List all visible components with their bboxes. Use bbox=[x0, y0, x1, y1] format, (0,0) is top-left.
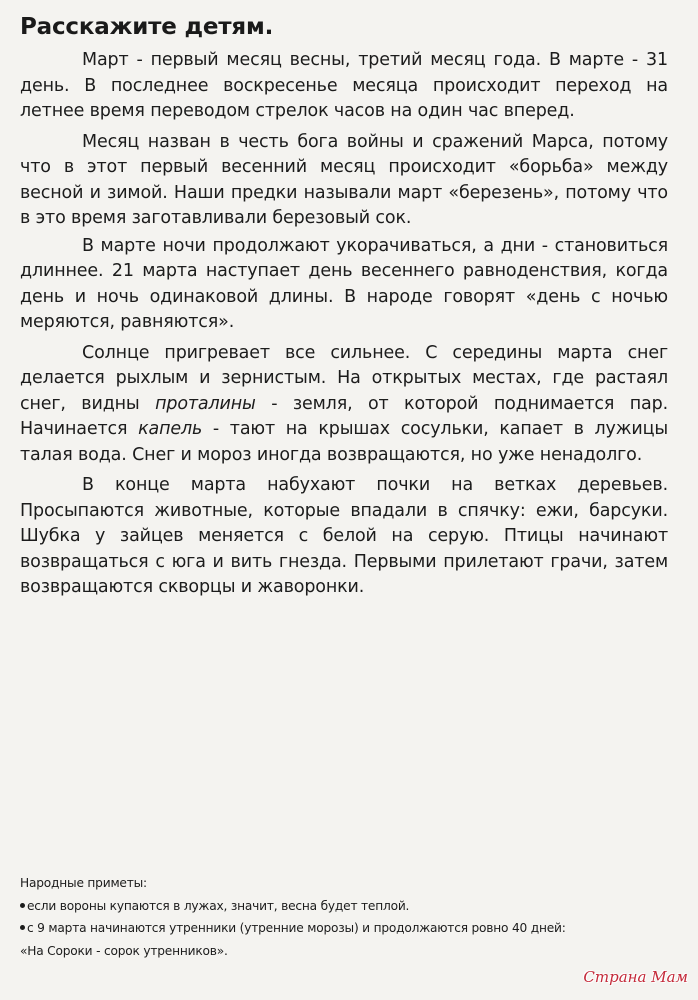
paragraph-text: Солнце пригревает все сильнее. С середины марта снег делается рыхлым и зернистым. На открытых местах, где растаял снег, видны bbox=[20, 342, 668, 414]
paragraph bbox=[20, 234, 668, 336]
italic-term: капель bbox=[138, 419, 203, 439]
story-text bbox=[20, 48, 668, 606]
paragraph-text: - тают на крышах сосульки, капает в лужицы талая вода. Снег и мороз иногда возвращаются, но уже ненадолго. bbox=[20, 419, 668, 465]
notes-item: с 9 марта начинаются утренники (утренние морозы) и продолжаются ровно 40 дней: bbox=[20, 917, 680, 940]
paragraph-text: В марте ночи продолжают укорачиваться, а дни - становиться длиннее. 21 марта наступает день весеннего равноденствия, когда день и ночь одинаковой длины. В народе говорят «день с ночью меряются, равняются». bbox=[20, 235, 668, 332]
notes-item: если вороны купаются в лужах, значит, весна будет теплой. bbox=[20, 895, 680, 918]
italic-term: проталины bbox=[155, 393, 256, 414]
folk-signs-notes bbox=[20, 872, 680, 962]
paragraph bbox=[20, 473, 668, 601]
notes-continuation: «На Сороки - сорок утренников». bbox=[20, 943, 228, 958]
paragraph bbox=[20, 341, 668, 469]
page-title: Расскажите детям. bbox=[20, 14, 274, 40]
bullet-icon bbox=[20, 903, 25, 908]
paragraph bbox=[20, 130, 668, 232]
bullet-icon bbox=[20, 925, 25, 930]
paragraph bbox=[20, 48, 668, 125]
paragraph-text: - земля, от которой поднимается пар. Начинается bbox=[20, 393, 668, 439]
watermark-logo: Страна Мам bbox=[583, 968, 688, 986]
paragraph-text: Месяц назван в честь бога войны и сражений Марса, потому что в этот первый весенний месяц происходит «борьба» между весной и зимой. Наши предки называли март «березень», потому что в это время заготавливали березовый сок. bbox=[20, 131, 668, 228]
notes-heading: Народные приметы: bbox=[20, 876, 147, 890]
paragraph-text: В конце марта набухают почки на ветках деревьев. Просыпаются животные, которые впадали в спячку: ежи, барсуки. Шубка у зайцев меняется с белой на серую. Птицы начинают возвращаться с юга и вить гнезда. Первыми прилетают грачи, затем возвращаются скворцы и жаворонки. bbox=[20, 475, 668, 597]
paragraph-text: Март - первый месяц весны, третий месяц года. В марте - 31 день. В последнее воскресенье месяца происходит переход на летнее время переводом стрелок часов на один час вперед. bbox=[20, 50, 668, 121]
